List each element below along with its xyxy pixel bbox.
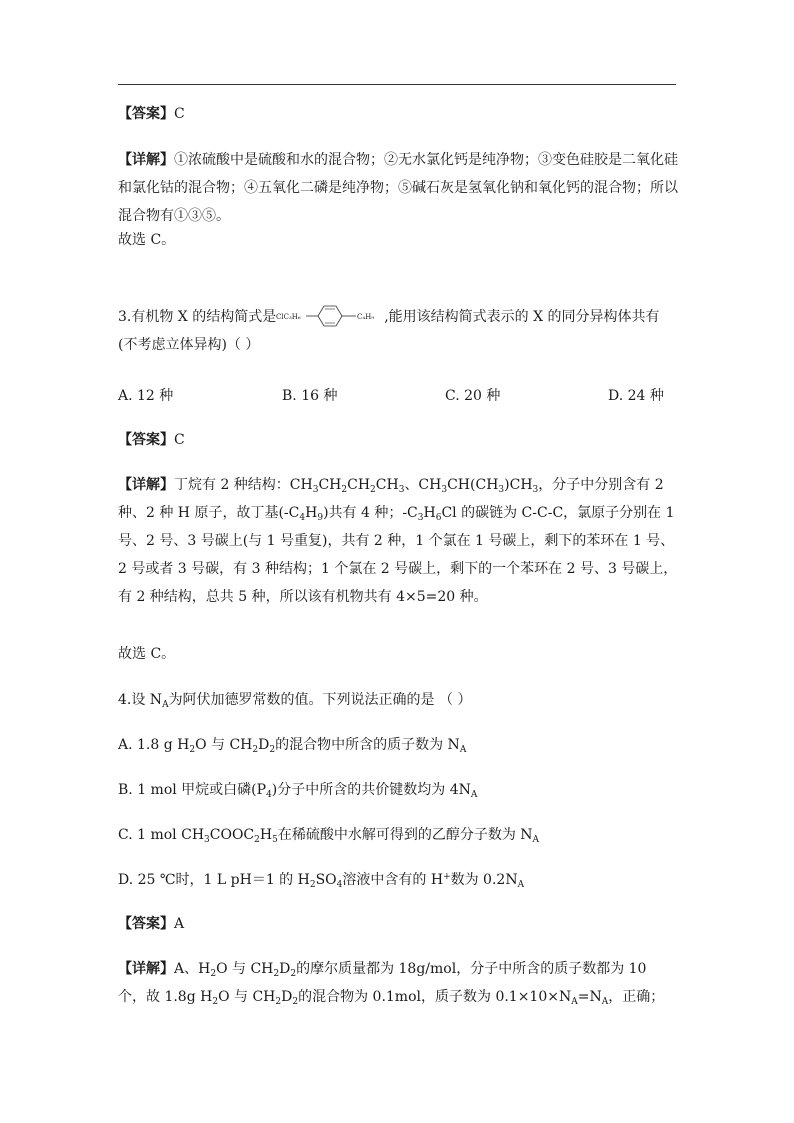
q2-answer: 【答案】C [118,106,185,122]
q4-answer: 【答案】A [118,916,185,932]
q3-structural-formula [276,305,384,327]
q2-detail: 【详解】①浓硫酸中是硫酸和水的混合物；②无水氯化钙是纯净物；③变色硅胶是二氧化硅和氯化钴的混合物；④五氧化二磷是纯净物；⑤碱石灰是氢氧化钠和氧化钙的混合物；所以混合物有①③⑤。 [118,152,678,224]
struct-left-label: ClC₃H₆ [276,313,301,321]
q4-option-b: B. 1 mol 甲烷或白磷$(P_4)$分子中所含的共价键数均为 $4N_A$ [118,782,478,800]
q3-option-b: B. 16 种 [282,388,338,404]
q3-conclusion: 故选 C。 [118,646,176,662]
q3-answer: 【答案】C [118,432,185,448]
q3-option-a: A. 12 种 [118,388,174,404]
q4-option-a: A. 1.8 g $H_2O$ 与 $CH_2D_2$的混合物中所含的质子数为 $N_A$ [118,737,467,755]
q4-option-d: D. 25 ℃时，1 L pH＝1 的 $H_2SO_4$溶液中含有的 H+数为 $0.2N_A$ [118,872,525,890]
q3-detail: 【详解】丁烷有 2 种结构：$CH_3CH_2CH_2CH_3$、$CH_3CH(CH_3)CH_3$，分子中分别含有 2 种、2 种 H 原子，故丁基$(-C_4H_9)$共有 4 种；$-C_3H_6Cl$ 的碳链为 C-C-C，氯原子分别在 1 号、2 号、3 号碳上(与 1 号重复)，共有 2 种，1 个氯在 1 号碳上，剩下的苯环在 1 号、2 号或者 3 号碳，有 3 种结构；1 个氯在 2 号碳上，剩下的一个苯环在 2 号、3 号碳上，有 2 种结构，总共 5 种，所以该有机物共有 4×5=20 种。 [118,477,678,605]
q3-option-d: D. 24 种 [608,388,664,404]
q4-option-c: C. 1 mol $CH_3COOC_2H_5$在稀硫酸中水解可得到的乙醇分子数为 $N_A$ [118,827,540,845]
q3-stem: 3.有机物 X 的结构简式是 ClC₃H₆ C₄H₉ ,能用该结构简式表示的 X 的同分异构体共有(不考虑立体异构)（ ） [118,303,678,359]
q3-options [118,382,678,410]
q4-stem: 4.设 $N_A$为阿伏加德罗常数的值。下列说法正确的是 （ ） [118,692,472,710]
q3-option-c: C. 20 种 [445,388,501,404]
q2-conclusion: 故选 C。 [118,232,176,248]
struct-right-label: C₄H₉ [357,313,375,321]
q4-detail: 【详解】A、$H_2O$ 与 $CH_2D_2$的摩尔质量都为 18g/mol，分子中所含的质子数都为 10 个，故 1.8g $H_2O$ 与 $CH_2D_2$的混合物为 0.1mol，质子数为 $0.1\times 10\times N_A=N_A$，正确； [118,961,665,1007]
header-rule [118,84,676,85]
